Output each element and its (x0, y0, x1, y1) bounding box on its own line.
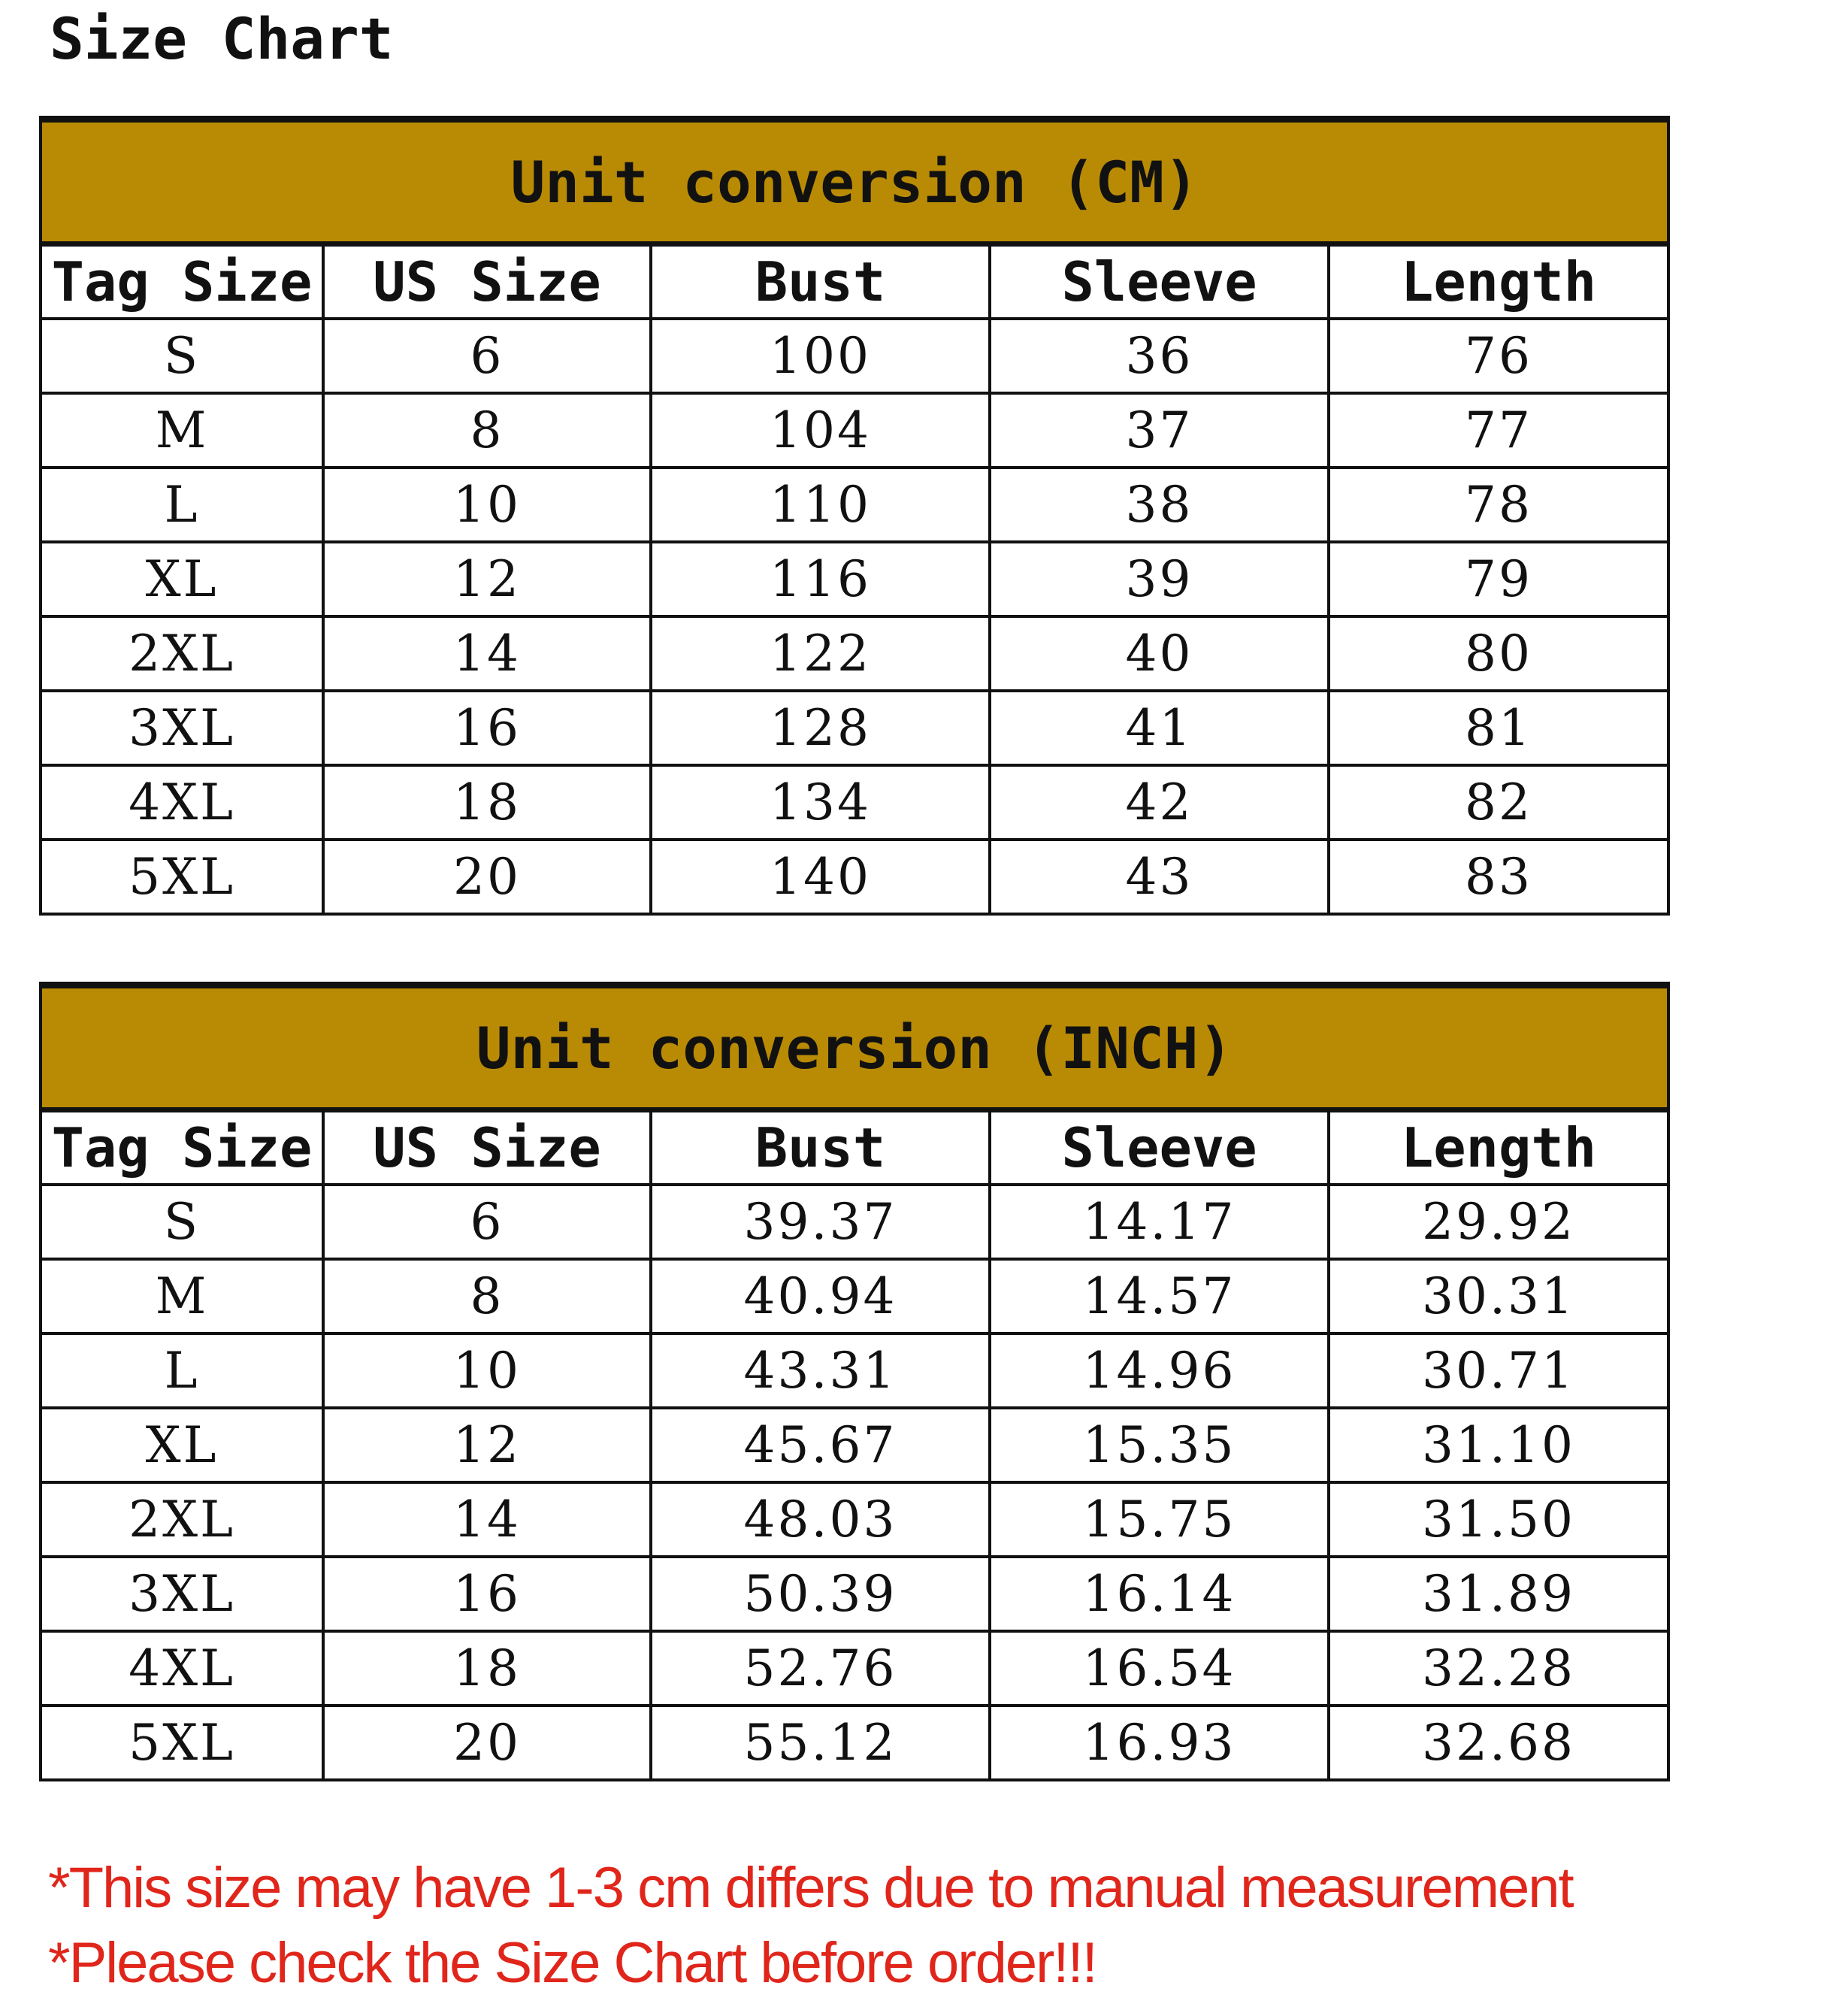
cell-bust: 55.12 (651, 1706, 990, 1780)
cell-length: 78 (1329, 468, 1668, 542)
table-row (41, 1631, 1668, 1706)
cell-sleeve: 15.75 (990, 1482, 1329, 1557)
column-header-tag-size: Tag Size (41, 244, 323, 319)
table-row (41, 616, 1668, 691)
column-header-tag-size: Tag Size (41, 1110, 323, 1185)
cell-sleeve: 14.17 (990, 1185, 1329, 1259)
cell-tag-size: XL (41, 542, 323, 616)
cell-tag-size: 2XL (41, 616, 323, 691)
cell-sleeve: 39 (990, 542, 1329, 616)
cell-length: 29.92 (1329, 1185, 1668, 1259)
cell-bust: 122 (651, 616, 990, 691)
disclaimer-notes (48, 1851, 1667, 2001)
cell-length: 31.50 (1329, 1482, 1668, 1557)
table-row (41, 1482, 1668, 1557)
column-header-us-size: US Size (323, 1110, 651, 1185)
table-row (41, 840, 1668, 914)
cell-bust: 45.67 (651, 1408, 990, 1482)
cell-bust: 110 (651, 468, 990, 542)
cell-tag-size: 4XL (41, 1631, 323, 1706)
table-row (41, 1333, 1668, 1408)
cell-us-size: 18 (323, 765, 651, 840)
cell-length: 76 (1329, 319, 1668, 393)
cell-tag-size: 5XL (41, 840, 323, 914)
table-row (41, 1259, 1668, 1333)
table-title-row (41, 120, 1668, 244)
cell-bust: 48.03 (651, 1482, 990, 1557)
cell-bust: 104 (651, 393, 990, 468)
cell-tag-size: S (41, 319, 323, 393)
cell-tag-size: S (41, 1185, 323, 1259)
cell-bust: 40.94 (651, 1259, 990, 1333)
table-title-row (41, 985, 1668, 1110)
cell-us-size: 10 (323, 468, 651, 542)
cell-length: 83 (1329, 840, 1668, 914)
cell-tag-size: L (41, 468, 323, 542)
cell-us-size: 12 (323, 1408, 651, 1482)
table-row (41, 1185, 1668, 1259)
cell-sleeve: 40 (990, 616, 1329, 691)
table-row (41, 1408, 1668, 1482)
cell-length: 79 (1329, 542, 1668, 616)
cell-length: 81 (1329, 691, 1668, 765)
cell-sleeve: 16.54 (990, 1631, 1329, 1706)
cell-sleeve: 14.57 (990, 1259, 1329, 1333)
cell-tag-size: 3XL (41, 1557, 323, 1631)
cell-us-size: 8 (323, 393, 651, 468)
cell-length: 82 (1329, 765, 1668, 840)
cell-length: 30.31 (1329, 1259, 1668, 1333)
table-row (41, 542, 1668, 616)
cell-sleeve: 41 (990, 691, 1329, 765)
size-table-cm (39, 116, 1670, 916)
cell-sleeve: 38 (990, 468, 1329, 542)
cell-us-size: 18 (323, 1631, 651, 1706)
column-header-bust: Bust (651, 1110, 990, 1185)
cell-bust: 52.76 (651, 1631, 990, 1706)
table-row (41, 468, 1668, 542)
size-check-reminder: *Please check the Size Chart before order!!! (48, 1931, 1096, 1995)
table-row (41, 1557, 1668, 1631)
cell-us-size: 16 (323, 1557, 651, 1631)
cell-us-size: 6 (323, 319, 651, 393)
cell-tag-size: L (41, 1333, 323, 1408)
size-table-inch (39, 982, 1670, 1781)
cell-us-size: 10 (323, 1333, 651, 1408)
cell-us-size: 8 (323, 1259, 651, 1333)
cell-sleeve: 37 (990, 393, 1329, 468)
cell-length: 80 (1329, 616, 1668, 691)
cell-length: 31.89 (1329, 1557, 1668, 1631)
cell-tag-size: 5XL (41, 1706, 323, 1780)
cell-bust: 43.31 (651, 1333, 990, 1408)
page-title: Size Chart (50, 5, 394, 72)
cell-tag-size: M (41, 393, 323, 468)
cell-us-size: 14 (323, 1482, 651, 1557)
cell-tag-size: M (41, 1259, 323, 1333)
cell-bust: 50.39 (651, 1557, 990, 1631)
cell-tag-size: 2XL (41, 1482, 323, 1557)
column-header-row (41, 1110, 1668, 1185)
cell-sleeve: 36 (990, 319, 1329, 393)
table-title: Unit conversion (INCH) (41, 985, 1668, 1110)
table-row (41, 765, 1668, 840)
table-row (41, 393, 1668, 468)
cell-us-size: 14 (323, 616, 651, 691)
cell-us-size: 6 (323, 1185, 651, 1259)
cell-tag-size: 4XL (41, 765, 323, 840)
cell-length: 32.68 (1329, 1706, 1668, 1780)
cell-sleeve: 15.35 (990, 1408, 1329, 1482)
cell-sleeve: 14.96 (990, 1333, 1329, 1408)
table-row (41, 1706, 1668, 1780)
cell-us-size: 12 (323, 542, 651, 616)
column-header-us-size: US Size (323, 244, 651, 319)
cell-bust: 134 (651, 765, 990, 840)
cell-bust: 128 (651, 691, 990, 765)
column-header-sleeve: Sleeve (990, 244, 1329, 319)
cell-bust: 140 (651, 840, 990, 914)
cell-length: 31.10 (1329, 1408, 1668, 1482)
column-header-row (41, 244, 1668, 319)
cell-tag-size: 3XL (41, 691, 323, 765)
cell-tag-size: XL (41, 1408, 323, 1482)
cell-bust: 100 (651, 319, 990, 393)
table-row (41, 319, 1668, 393)
column-header-sleeve: Sleeve (990, 1110, 1329, 1185)
cell-sleeve: 16.14 (990, 1557, 1329, 1631)
cell-us-size: 20 (323, 1706, 651, 1780)
cell-bust: 116 (651, 542, 990, 616)
cell-length: 77 (1329, 393, 1668, 468)
cell-sleeve: 16.93 (990, 1706, 1329, 1780)
cell-us-size: 20 (323, 840, 651, 914)
cell-length: 30.71 (1329, 1333, 1668, 1408)
cell-sleeve: 43 (990, 840, 1329, 914)
column-header-length: Length (1329, 244, 1668, 319)
cell-us-size: 16 (323, 691, 651, 765)
measurement-disclaimer: *This size may have 1-3 cm differs due to manual measurement (48, 1856, 1573, 1920)
cell-bust: 39.37 (651, 1185, 990, 1259)
column-header-bust: Bust (651, 244, 990, 319)
cell-sleeve: 42 (990, 765, 1329, 840)
cell-length: 32.28 (1329, 1631, 1668, 1706)
table-title: Unit conversion (CM) (41, 120, 1668, 244)
table-row (41, 691, 1668, 765)
column-header-length: Length (1329, 1110, 1668, 1185)
